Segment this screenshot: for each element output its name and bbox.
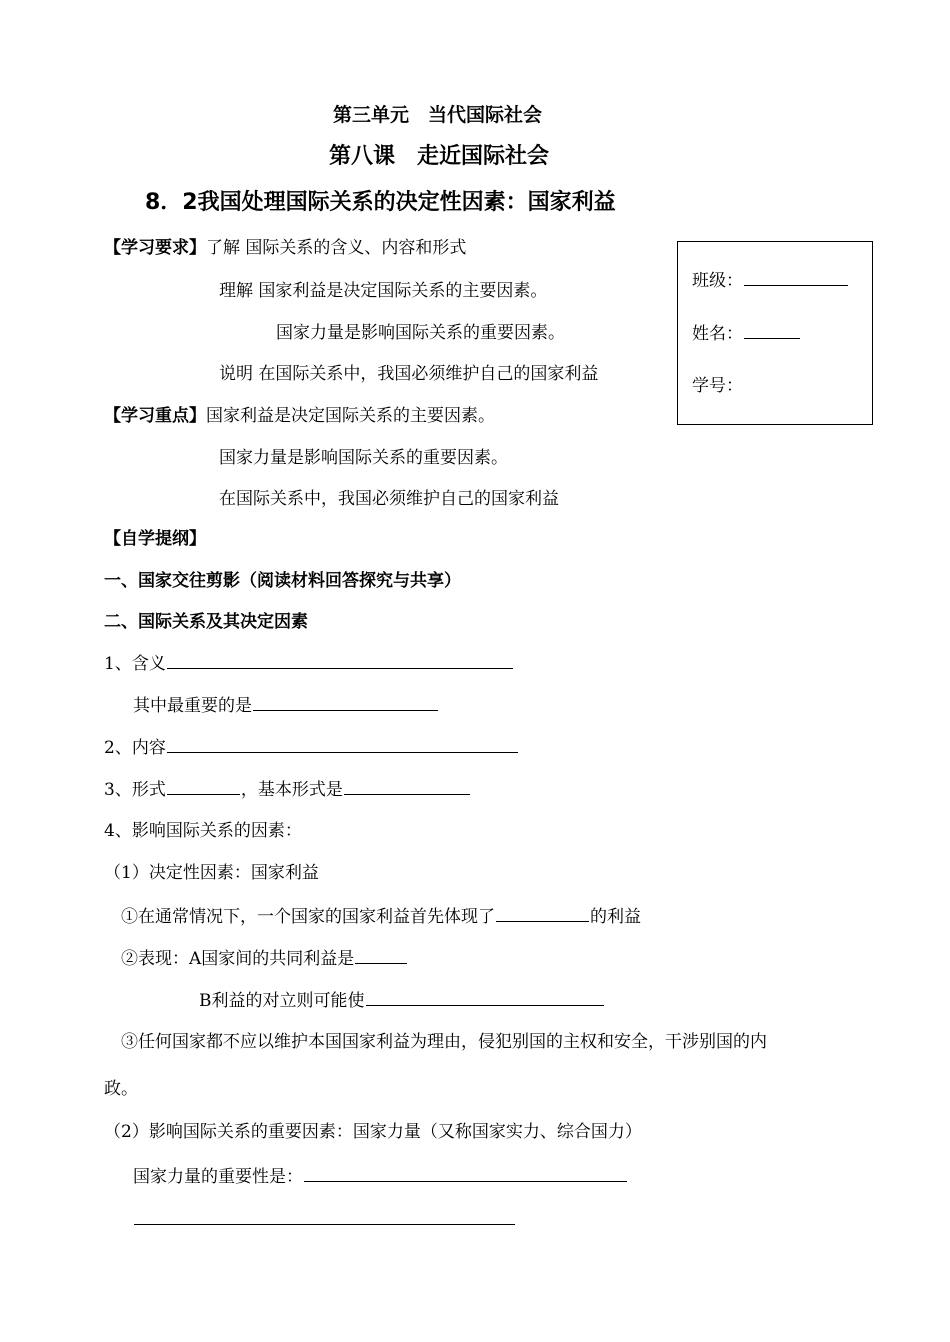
- form-blank[interactable]: [167, 778, 240, 795]
- class-field[interactable]: [692, 269, 849, 292]
- circle-item-2-text: ②表现：A国家间的共同利益是: [121, 949, 355, 969]
- unit-title: 第三单元 当代国际社会: [333, 104, 543, 126]
- id-field[interactable]: [692, 375, 743, 397]
- outline-section-2: 二、国际关系及其决定因素: [104, 612, 308, 632]
- name-blank[interactable]: [744, 322, 800, 339]
- item-form-label: 3、形式: [104, 780, 166, 800]
- circle-item-1-blank[interactable]: [496, 905, 589, 922]
- most-important-blank[interactable]: [253, 694, 438, 711]
- circle-item-1-tail: 的利益: [590, 907, 641, 927]
- student-info-box: [677, 241, 873, 425]
- importance-label: 国家力量的重要性是：: [133, 1167, 303, 1187]
- outline-tag: 【自学提纲】: [104, 529, 206, 549]
- name-label: 姓名：: [692, 324, 743, 344]
- importance-line-2: [133, 1208, 516, 1231]
- sub-decisive-factor: （1）决定性因素：国家利益: [104, 863, 319, 883]
- class-blank[interactable]: [744, 269, 848, 286]
- basic-form-label: ，基本形式是: [240, 780, 343, 800]
- item-content-label: 2、内容: [104, 738, 166, 758]
- name-field[interactable]: [692, 322, 801, 345]
- requirement-item: 了解 国际关系的含义、内容和形式: [206, 238, 467, 258]
- importance-blank[interactable]: [304, 1165, 627, 1182]
- requirement-item: 国家力量是影响国际关系的重要因素。: [276, 323, 565, 343]
- item-factors: 4、影响国际关系的因素：: [104, 821, 302, 841]
- circle-item-1: [121, 905, 641, 928]
- key-point-item: 在国际关系中，我国必须维护自己的国家利益: [219, 489, 559, 509]
- opposed-interest-blank[interactable]: [366, 989, 604, 1006]
- circle-item-2b-text: B利益的对立则可能使: [199, 991, 365, 1011]
- circle-item-2: [121, 947, 408, 970]
- circle-item-3-line-1: ③任何国家都不应以维护本国国家利益为理由，侵犯别国的主权和安全，干涉别国的内: [121, 1032, 767, 1052]
- item-form: [104, 778, 471, 801]
- importance-blank-2[interactable]: [134, 1208, 515, 1225]
- requirement-item: 说明 在国际关系中，我国必须维护自己的国家利益: [219, 364, 599, 384]
- item-most-important: [133, 694, 439, 717]
- sub-important-factor: （2）影响国际关系的重要因素：国家力量（又称国家实力、综合国力）: [104, 1122, 642, 1142]
- importance-line: [133, 1165, 628, 1188]
- basic-form-blank[interactable]: [344, 778, 470, 795]
- key-point-item: 国家力量是影响国际关系的重要因素。: [219, 448, 508, 468]
- lesson-title: 第八课 走近国际社会: [329, 144, 550, 169]
- outline-section-1: 一、国家交往剪影（阅读材料回答探究与共享）: [104, 571, 461, 591]
- content-blank[interactable]: [167, 736, 518, 753]
- requirements-line-1: [104, 237, 466, 259]
- common-interest-blank[interactable]: [355, 947, 407, 964]
- circle-item-2b: [199, 989, 605, 1012]
- requirement-item: 理解 国家利益是决定国际关系的主要因素。: [219, 281, 548, 301]
- item-content: [104, 736, 519, 759]
- id-label: 学号：: [692, 376, 743, 396]
- key-points-tag: 【学习重点】: [104, 406, 206, 426]
- item-meaning: [104, 652, 514, 675]
- key-points-line-1: [104, 405, 495, 427]
- item-meaning-label: 1、含义: [104, 654, 166, 674]
- section-title: 8．2我国处理国际关系的决定性因素：国家利益: [145, 190, 616, 215]
- most-important-label: 其中最重要的是: [133, 696, 252, 716]
- class-label: 班级：: [692, 271, 743, 291]
- meaning-blank[interactable]: [167, 652, 513, 669]
- key-point-item: 国家利益是决定国际关系的主要因素。: [206, 406, 495, 426]
- circle-item-1-text: ①在通常情况下，一个国家的国家利益首先体现了: [121, 907, 495, 927]
- circle-item-3-line-2: 政。: [104, 1079, 138, 1099]
- requirements-tag: 【学习要求】: [104, 238, 206, 258]
